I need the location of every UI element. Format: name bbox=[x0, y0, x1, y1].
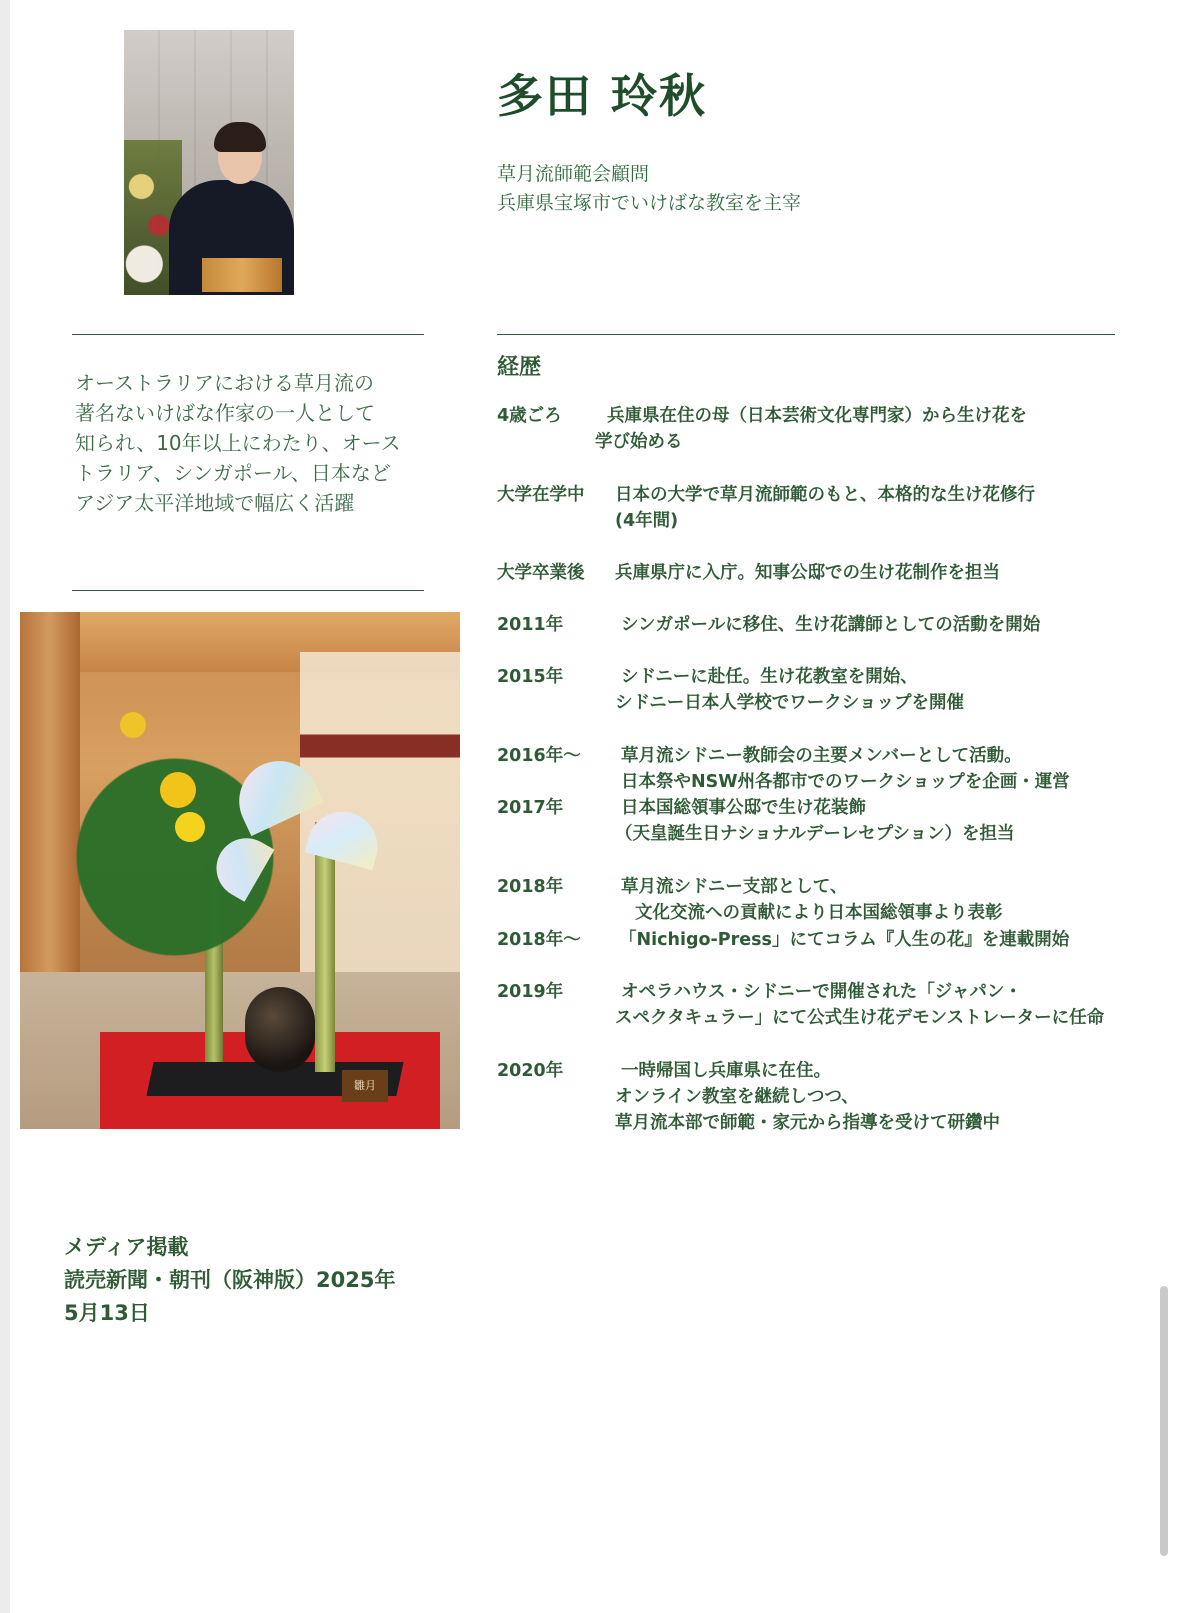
career-year: 2019年 bbox=[497, 982, 564, 1002]
profile-name: 多田 玲秋 bbox=[497, 69, 708, 123]
career-text: 草月流本部で師範・家元から指導を受けて研鑽中 bbox=[615, 1113, 1000, 1133]
career-text: シンガポールに移住、生け花講師としての活動を開始 bbox=[621, 615, 1041, 635]
career-year: 2015年 bbox=[497, 667, 564, 687]
career-text: オンライン教室を継続しつつ、 bbox=[615, 1087, 859, 1107]
media-line: 読売新聞・朝刊（阪神版）2025年 bbox=[64, 1268, 396, 1292]
intro-line: トラリア、シンガポール、日本など bbox=[75, 461, 391, 485]
arrangement-label: 雛月 bbox=[342, 1070, 388, 1102]
media-line: 5月13日 bbox=[64, 1301, 150, 1325]
intro-text bbox=[75, 368, 425, 518]
career-text: (4年間) bbox=[615, 511, 679, 531]
subtitle-line: 兵庫県宝塚市でいけばな教室を主宰 bbox=[497, 192, 802, 214]
career-text: 文化交流への貢献により日本国総領事より表彰 bbox=[635, 903, 1003, 923]
career-year: 2018年 bbox=[497, 877, 564, 897]
divider bbox=[497, 334, 1115, 335]
career-text: 「Nichigo-Press」にてコラム『人生の花』を連載開始 bbox=[619, 930, 1070, 950]
career-text: 草月流シドニー支部として、 bbox=[621, 877, 848, 897]
profile-subtitle bbox=[497, 160, 801, 218]
career-text: 日本の大学で草月流師範のもと、本格的な生け花修行 bbox=[615, 485, 1035, 505]
career-text: 一時帰国し兵庫県に在住。 bbox=[621, 1061, 831, 1081]
career-year: 2020年 bbox=[497, 1061, 564, 1081]
career-text: 日本祭やNSW州各都市でのワークショップを企画・運営 bbox=[621, 772, 1070, 792]
career-text: （天皇誕生日ナショナルデーレセプション）を担当 bbox=[615, 824, 1015, 844]
career-text: 学び始める bbox=[595, 432, 683, 452]
career-text: 兵庫県庁に入庁。知事公邸での生け花制作を担当 bbox=[615, 563, 1000, 583]
subtitle-line: 草月流師範会顧問 bbox=[497, 163, 650, 185]
career-text: スペクタキュラー」にて公式生け花デモンストレーターに任命 bbox=[615, 1008, 1105, 1028]
career-year: 4歳ごろ bbox=[497, 406, 562, 426]
media-heading: メディア掲載 bbox=[64, 1235, 189, 1259]
career-year: 2011年 bbox=[497, 615, 564, 635]
intro-line: アジア太平洋地域で幅広く活躍 bbox=[75, 491, 355, 515]
career-text: シドニーに赴任。生け花教室を開始、 bbox=[621, 667, 918, 687]
career-year: 大学在学中 bbox=[497, 485, 585, 505]
career-year: 2016年〜 bbox=[497, 746, 581, 766]
scrollbar-thumb[interactable] bbox=[1160, 1286, 1168, 1556]
career-text: 兵庫県在住の母（日本芸術文化専門家）から生け花を bbox=[607, 406, 1027, 426]
divider bbox=[72, 590, 424, 591]
page bbox=[10, 0, 1170, 1613]
career-text: オペラハウス・シドニーで開催された「ジャパン・ bbox=[621, 982, 1022, 1002]
divider bbox=[72, 334, 424, 335]
career-text: 草月流シドニー教師会の主要メンバーとして活動。 bbox=[621, 746, 1022, 766]
intro-line: オーストラリアにおける草月流の bbox=[75, 371, 374, 395]
intro-line: 知られ、10年以上にわたり、オース bbox=[75, 431, 401, 455]
intro-line: 著名ないけばな作家の一人として bbox=[75, 401, 375, 425]
career-year: 2018年〜 bbox=[497, 930, 581, 950]
career-text: シドニー日本人学校でワークショップを開催 bbox=[615, 693, 964, 713]
ikebana-arrangement-photo bbox=[20, 612, 460, 1129]
media-section bbox=[64, 1231, 395, 1330]
career-text: 日本国総領事公邸で生け花装飾 bbox=[621, 798, 866, 818]
career-year: 大学卒業後 bbox=[497, 563, 585, 583]
career-heading: 経歴 bbox=[497, 355, 542, 380]
career-year: 2017年 bbox=[497, 798, 564, 818]
portrait-photo bbox=[124, 30, 294, 295]
